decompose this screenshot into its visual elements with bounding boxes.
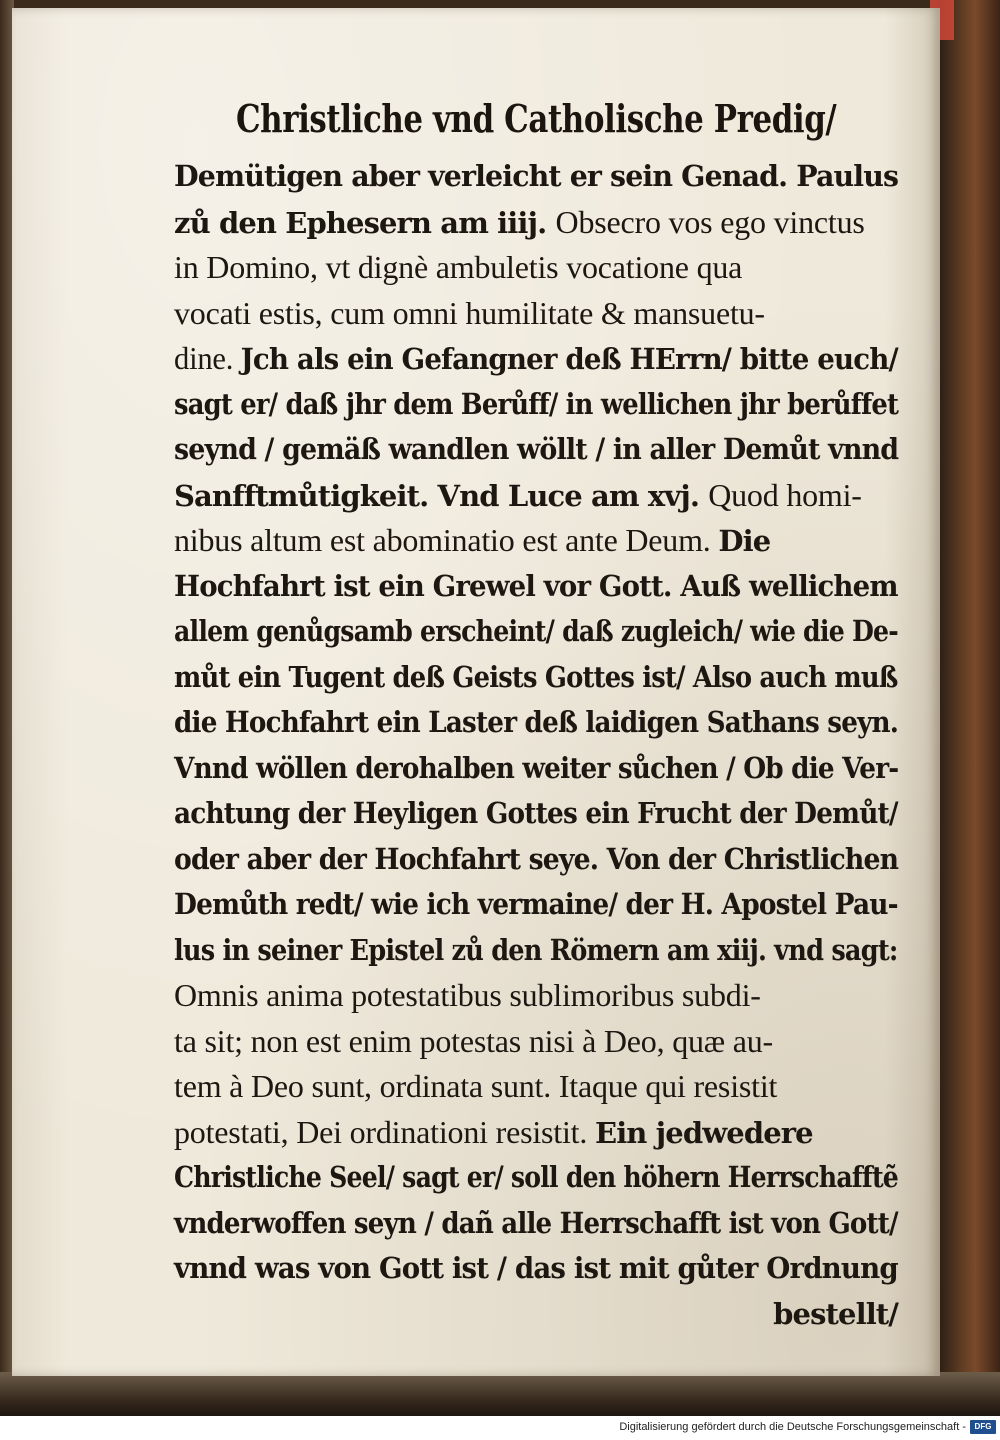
text-line <box>174 1155 899 1201</box>
text-line <box>174 1019 898 1065</box>
text-line <box>174 564 898 610</box>
text-line <box>174 200 898 246</box>
german-text-segment: lus in seiner Epistel zů den Römern am xiij. vnd sagt: <box>174 932 898 967</box>
text-line <box>174 609 898 655</box>
german-text-segment: achtung der Heyligen Gottes ein Frucht der Demůt/ <box>174 796 898 830</box>
text-line <box>174 746 899 792</box>
german-text-segment: vnderwoffen seyn / dañ alle Herrschafft ist von Gott/ <box>174 1205 898 1240</box>
german-text-segment: vnnd was von Gott ist / das ist mit gůter Ordnung <box>174 1251 898 1285</box>
text-line <box>174 882 898 928</box>
body-text <box>174 154 898 1337</box>
text-line <box>174 336 898 382</box>
text-line <box>174 427 899 473</box>
text-line <box>174 518 898 564</box>
text-line <box>174 791 898 837</box>
german-text-segment: Sanfftmůtigkeit. Vnd Luce am xvj. <box>174 478 709 513</box>
latin-text-segment: nibus altum est abominatio est ante Deum. <box>174 522 719 558</box>
footer-bar <box>0 1416 1000 1440</box>
german-text-segment: můt ein Tugent deß Geists Gottes ist/ Also auch muß <box>174 659 898 694</box>
text-line <box>174 1064 898 1110</box>
text-line <box>174 291 898 337</box>
text-line <box>174 837 899 883</box>
german-text-segment: Demůth redt/ wie ich vermaine/ der H. Apostel Pau- <box>174 887 898 921</box>
german-text-segment: oder aber der Hochfahrt seye. Von der Christlichen <box>174 841 899 876</box>
text-line <box>174 1201 898 1247</box>
text-line <box>174 473 898 519</box>
book-edge-bottom <box>0 1372 1000 1416</box>
text-line <box>174 1246 898 1292</box>
german-text-segment: seynd / gemäß wandlen wöllt / in aller Demůt vnnd <box>174 432 899 466</box>
german-text-segment: zů den Ephesern am iiij. <box>174 205 556 240</box>
german-text-segment: sagt er/ daß jhr dem Berůff/ in wellichen jhr berůffet <box>174 386 899 421</box>
german-text-segment: Hochfahrt ist ein Grewel vor Gott. Auß wellichem <box>174 568 898 603</box>
german-text-segment: Vnnd wöllen derohalben weiter sůchen / Ob die Ver- <box>174 750 899 785</box>
german-text-segment: Demütigen aber verleicht er sein Genad. Paulus <box>174 159 899 193</box>
latin-text-segment: tem à Deo sunt, ordinata sunt. Itaque qui resistit <box>174 1068 778 1104</box>
book-edge-top <box>0 0 1000 8</box>
dfg-credit-text: Digitalisierung gefördert durch die Deutsche Forschungsgemeinschaft - <box>619 1421 966 1433</box>
german-text-segment: bestellt/ <box>773 1296 898 1331</box>
text-line <box>174 1292 898 1338</box>
text-line <box>174 655 898 701</box>
book-edge-right <box>938 0 1000 1416</box>
latin-text-segment: ta sit; non est enim potestas nisi à Deo, quæ au- <box>174 1022 773 1059</box>
running-head: Christliche vnd Catholische Predig/ <box>236 96 837 141</box>
german-text-segment: Die <box>718 524 771 558</box>
text-line <box>174 1110 898 1156</box>
german-text-segment: Jch als ein Gefangner deß HErrn/ bitte euch/ <box>240 342 898 376</box>
latin-text-segment: vocati estis, cum omni humilitate & mansuetu- <box>174 294 765 331</box>
text-line <box>174 154 899 200</box>
text-line <box>174 245 898 291</box>
text-line <box>174 973 898 1019</box>
german-text-segment: die Hochfahrt ein Laster deß laidigen Sathans seyn. <box>174 705 899 739</box>
latin-text-segment: in Domino, vt dignè ambuletis vocatione qua <box>174 249 743 285</box>
text-line <box>174 928 898 974</box>
latin-text-segment: Obsecro vos ego vinctus <box>555 203 865 240</box>
dfg-logo-icon: DFG <box>970 1420 996 1434</box>
latin-text-segment: Quod homi- <box>708 476 862 513</box>
german-text-segment: Christliche Seel/ sagt er/ soll den höhern Herrschafftẽ <box>174 1160 899 1194</box>
text-line <box>174 700 899 746</box>
latin-text-segment: Omnis anima potestatibus sublimoribus subdi- <box>174 977 761 1013</box>
latin-text-segment: potestati, Dei ordinationi resistit. <box>174 1113 595 1150</box>
german-text-segment: allem genůgsamb erscheint/ daß zugleich/ wie die De- <box>174 614 898 648</box>
german-text-segment: Ein jedwedere <box>594 1115 813 1150</box>
latin-text-segment: dine. <box>174 340 241 376</box>
text-line <box>174 382 899 428</box>
